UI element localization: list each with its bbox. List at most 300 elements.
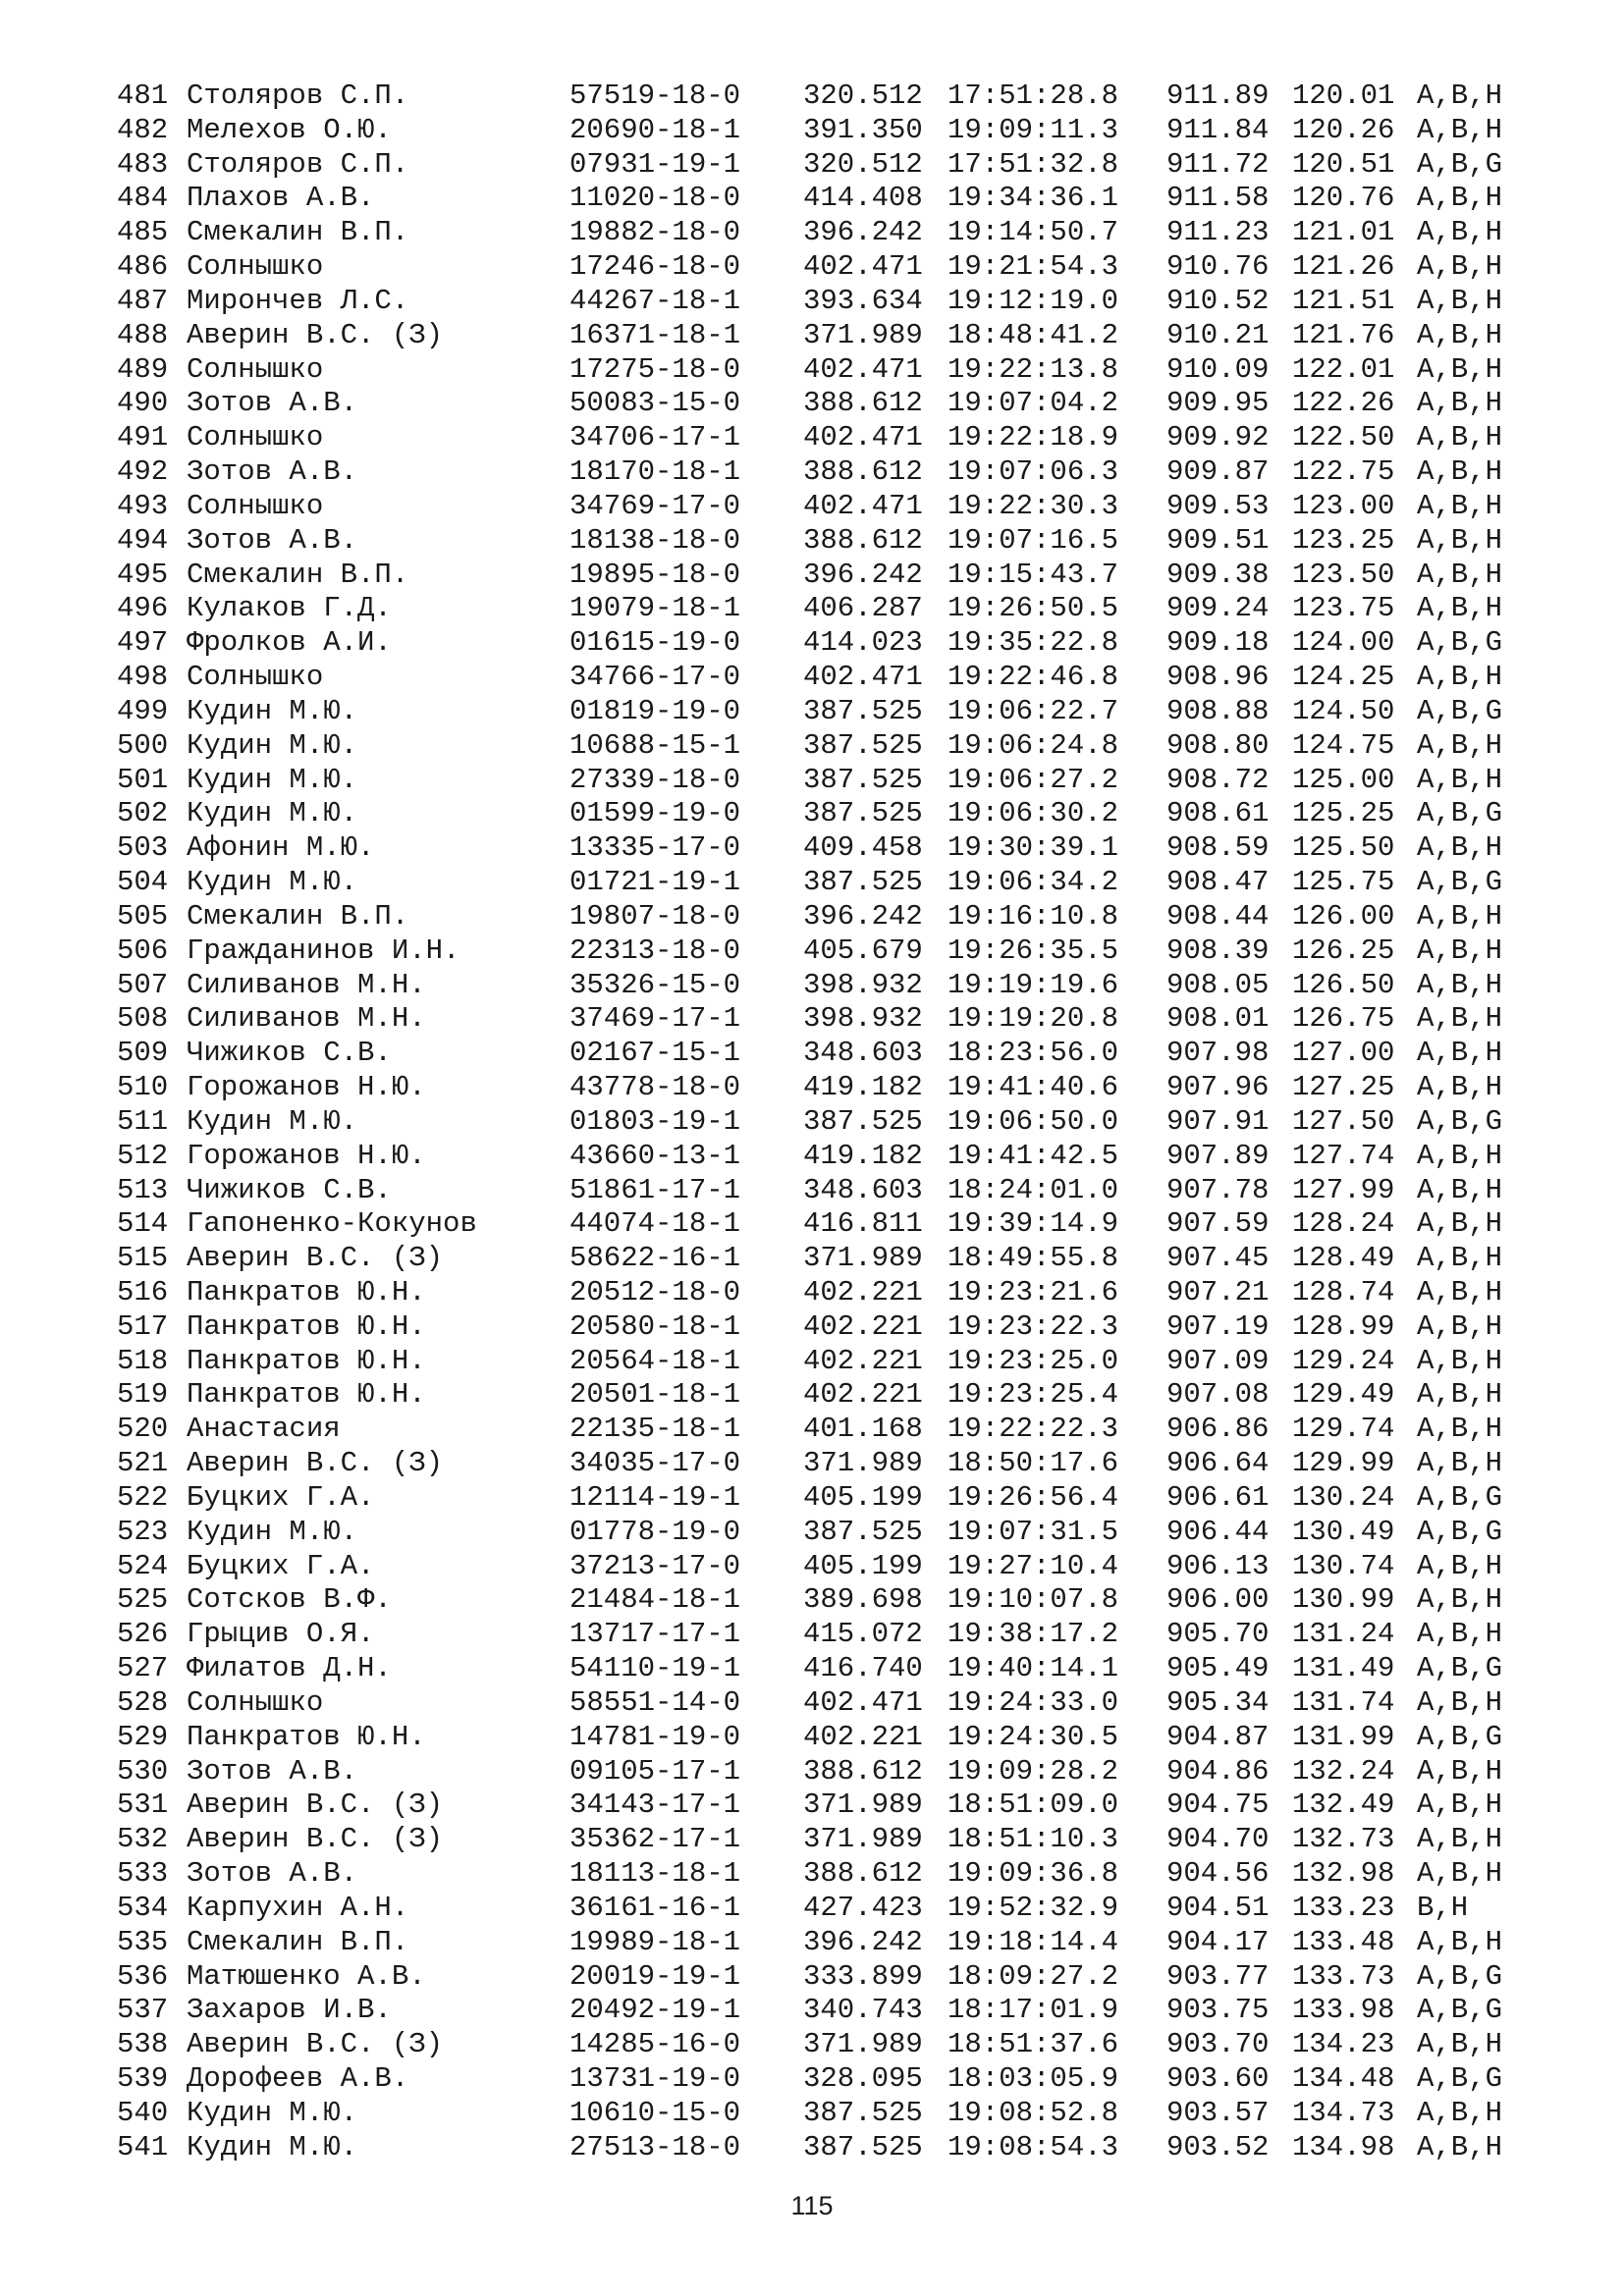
classes: A,B,H <box>1417 968 1503 1001</box>
name: Кудин М.Ю. <box>187 1515 358 1548</box>
points: 132.73 <box>1292 1823 1395 1856</box>
rank: 481 <box>117 80 169 112</box>
rank: 494 <box>117 523 169 557</box>
points: 121.01 <box>1292 216 1395 249</box>
points: 127.50 <box>1292 1104 1395 1138</box>
ring-id: 20564-18-1 <box>569 1344 741 1377</box>
speed: 908.05 <box>1166 968 1270 1001</box>
arrival-time: 18:51:10.3 <box>947 1823 1119 1856</box>
classes: A,B,H <box>1417 1618 1503 1651</box>
points: 134.73 <box>1292 2096 1395 2129</box>
speed: 908.01 <box>1166 1002 1270 1036</box>
points: 127.99 <box>1292 1173 1395 1206</box>
classes: A,B,H <box>1417 2130 1503 2163</box>
classes: A,B,H <box>1417 2096 1503 2129</box>
points: 130.24 <box>1292 1480 1395 1514</box>
points: 129.99 <box>1292 1447 1395 1480</box>
name: Кулаков Г.Д. <box>187 592 392 625</box>
name: Смекалин В.П. <box>187 216 409 249</box>
points: 124.25 <box>1292 661 1395 694</box>
classes: A,B,G <box>1417 626 1503 660</box>
distance: 402.221 <box>803 1720 923 1753</box>
rank: 484 <box>117 182 169 215</box>
classes: A,B,H <box>1417 80 1503 112</box>
name: Панкратов Ю.Н. <box>187 1309 426 1343</box>
distance: 402.221 <box>803 1275 923 1308</box>
name: Филатов Д.Н. <box>187 1652 392 1685</box>
speed: 910.09 <box>1166 352 1270 386</box>
points: 126.50 <box>1292 968 1395 1001</box>
classes: A,B,H <box>1417 558 1503 591</box>
points: 124.50 <box>1292 694 1395 727</box>
name: Кудин М.Ю. <box>187 1104 358 1138</box>
points: 131.49 <box>1292 1652 1395 1685</box>
distance: 388.612 <box>803 1857 923 1891</box>
rank: 492 <box>117 455 169 489</box>
name: Гражданинов И.Н. <box>187 934 460 967</box>
ring-id: 58622-16-1 <box>569 1242 741 1275</box>
points: 127.00 <box>1292 1037 1395 1070</box>
name: Аверин В.С. (З) <box>187 1823 444 1856</box>
speed: 903.75 <box>1166 1994 1270 2027</box>
speed: 911.23 <box>1166 216 1270 249</box>
distance: 387.525 <box>803 1104 923 1138</box>
speed: 910.21 <box>1166 318 1270 351</box>
distance: 348.603 <box>803 1037 923 1070</box>
speed: 908.80 <box>1166 728 1270 762</box>
classes: A,B,H <box>1417 1447 1503 1480</box>
arrival-time: 19:08:52.8 <box>947 2096 1119 2129</box>
arrival-time: 19:26:50.5 <box>947 592 1119 625</box>
rank: 517 <box>117 1309 169 1343</box>
ring-id: 11020-18-0 <box>569 182 741 215</box>
distance: 402.471 <box>803 250 923 284</box>
page-number: 115 <box>790 2191 834 2220</box>
points: 121.51 <box>1292 284 1395 317</box>
classes: A,B,H <box>1417 1685 1503 1719</box>
rank: 499 <box>117 694 169 727</box>
distance: 391.350 <box>803 113 923 146</box>
points: 130.74 <box>1292 1549 1395 1582</box>
rank: 532 <box>117 1823 169 1856</box>
speed: 909.38 <box>1166 558 1270 591</box>
speed: 903.52 <box>1166 2130 1270 2163</box>
speed: 906.64 <box>1166 1447 1270 1480</box>
arrival-time: 19:06:27.2 <box>947 763 1119 796</box>
arrival-time: 19:06:22.7 <box>947 694 1119 727</box>
speed: 907.89 <box>1166 1139 1270 1172</box>
points: 121.26 <box>1292 250 1395 284</box>
rank: 491 <box>117 421 169 454</box>
ring-id: 13731-19-0 <box>569 2062 741 2096</box>
distance: 419.182 <box>803 1139 923 1172</box>
points: 125.50 <box>1292 831 1395 865</box>
name: Буцких Г.А. <box>187 1480 375 1514</box>
points: 126.75 <box>1292 1002 1395 1036</box>
rank: 482 <box>117 113 169 146</box>
classes: B,H <box>1417 1891 1469 1924</box>
name: Солнышко <box>187 489 324 522</box>
speed: 906.13 <box>1166 1549 1270 1582</box>
name: Солнышко <box>187 421 324 454</box>
speed: 909.24 <box>1166 592 1270 625</box>
rank: 498 <box>117 661 169 694</box>
ring-id: 18138-18-0 <box>569 523 741 557</box>
ring-id: 44074-18-1 <box>569 1207 741 1241</box>
arrival-time: 19:40:14.1 <box>947 1652 1119 1685</box>
speed: 909.92 <box>1166 421 1270 454</box>
classes: A,B,H <box>1417 352 1503 386</box>
rank: 505 <box>117 899 169 933</box>
name: Дорофеев А.В. <box>187 2062 409 2096</box>
distance: 402.221 <box>803 1378 923 1412</box>
ring-id: 19807-18-0 <box>569 899 741 933</box>
classes: A,B,G <box>1417 1515 1503 1548</box>
classes: A,B,H <box>1417 1207 1503 1241</box>
points: 130.99 <box>1292 1583 1395 1617</box>
distance: 387.525 <box>803 2096 923 2129</box>
name: Аверин В.С. (З) <box>187 1789 444 1822</box>
arrival-time: 18:09:27.2 <box>947 1959 1119 1993</box>
distance: 405.679 <box>803 934 923 967</box>
ring-id: 14285-16-0 <box>569 2028 741 2061</box>
ring-id: 01819-19-0 <box>569 694 741 727</box>
name: Анастасия <box>187 1413 341 1446</box>
ring-id: 10610-15-0 <box>569 2096 741 2129</box>
classes: A,B,H <box>1417 523 1503 557</box>
classes: A,B,H <box>1417 1275 1503 1308</box>
distance: 320.512 <box>803 80 923 112</box>
rank: 497 <box>117 626 169 660</box>
name: Аверин В.С. (З) <box>187 318 444 351</box>
name: Смекалин В.П. <box>187 558 409 591</box>
points: 123.75 <box>1292 592 1395 625</box>
classes: A,B,G <box>1417 1104 1503 1138</box>
ring-id: 43660-13-1 <box>569 1139 741 1172</box>
distance: 387.525 <box>803 728 923 762</box>
ring-id: 37213-17-0 <box>569 1549 741 1582</box>
rank: 530 <box>117 1754 169 1788</box>
ring-id: 50083-15-0 <box>569 387 741 420</box>
classes: A,B,H <box>1417 1549 1503 1582</box>
distance: 415.072 <box>803 1618 923 1651</box>
points: 128.74 <box>1292 1275 1395 1308</box>
name: Аверин В.С. (З) <box>187 1242 444 1275</box>
ring-id: 13717-17-1 <box>569 1618 741 1651</box>
rank: 483 <box>117 147 169 181</box>
classes: A,B,H <box>1417 1344 1503 1377</box>
rank: 512 <box>117 1139 169 1172</box>
speed: 907.91 <box>1166 1104 1270 1138</box>
points: 123.50 <box>1292 558 1395 591</box>
arrival-time: 19:06:50.0 <box>947 1104 1119 1138</box>
distance: 402.221 <box>803 1344 923 1377</box>
arrival-time: 19:27:10.4 <box>947 1549 1119 1582</box>
speed: 904.87 <box>1166 1720 1270 1753</box>
distance: 396.242 <box>803 216 923 249</box>
ring-id: 18170-18-1 <box>569 455 741 489</box>
points: 120.26 <box>1292 113 1395 146</box>
name: Чижиков С.В. <box>187 1037 392 1070</box>
points: 120.01 <box>1292 80 1395 112</box>
name: Буцких Г.А. <box>187 1549 375 1582</box>
speed: 910.52 <box>1166 284 1270 317</box>
points: 131.99 <box>1292 1720 1395 1753</box>
rank: 487 <box>117 284 169 317</box>
distance: 402.471 <box>803 489 923 522</box>
name: Силиванов М.Н. <box>187 968 426 1001</box>
name: Зотов А.В. <box>187 455 358 489</box>
rank: 523 <box>117 1515 169 1548</box>
classes: A,B,H <box>1417 421 1503 454</box>
arrival-time: 19:26:35.5 <box>947 934 1119 967</box>
rank: 536 <box>117 1959 169 1993</box>
name: Аверин В.С. (З) <box>187 2028 444 2061</box>
arrival-time: 19:38:17.2 <box>947 1618 1119 1651</box>
name: Грыцив О.Я. <box>187 1618 375 1651</box>
name: Кудин М.Ю. <box>187 694 358 727</box>
points: 127.25 <box>1292 1071 1395 1104</box>
rank: 535 <box>117 1925 169 1958</box>
classes: A,B,H <box>1417 318 1503 351</box>
ring-id: 34035-17-0 <box>569 1447 741 1480</box>
ring-id: 22313-18-0 <box>569 934 741 967</box>
distance: 389.698 <box>803 1583 923 1617</box>
ring-id: 19882-18-0 <box>569 216 741 249</box>
points: 129.74 <box>1292 1413 1395 1446</box>
points: 122.75 <box>1292 455 1395 489</box>
speed: 911.89 <box>1166 80 1270 112</box>
name: Плахов А.В. <box>187 182 375 215</box>
speed: 909.87 <box>1166 455 1270 489</box>
ring-id: 20019-19-1 <box>569 1959 741 1993</box>
arrival-time: 19:22:13.8 <box>947 352 1119 386</box>
ring-id: 09105-17-1 <box>569 1754 741 1788</box>
arrival-time: 18:49:55.8 <box>947 1242 1119 1275</box>
ring-id: 02167-15-1 <box>569 1037 741 1070</box>
distance: 414.023 <box>803 626 923 660</box>
distance: 371.989 <box>803 1447 923 1480</box>
speed: 907.96 <box>1166 1071 1270 1104</box>
points: 128.24 <box>1292 1207 1395 1241</box>
distance: 402.221 <box>803 1309 923 1343</box>
points: 132.49 <box>1292 1789 1395 1822</box>
distance: 388.612 <box>803 523 923 557</box>
name: Столяров С.П. <box>187 147 409 181</box>
name: Афонин М.Ю. <box>187 831 375 865</box>
name: Кудин М.Ю. <box>187 2130 358 2163</box>
rank: 495 <box>117 558 169 591</box>
distance: 320.512 <box>803 147 923 181</box>
distance: 398.932 <box>803 1002 923 1036</box>
speed: 908.96 <box>1166 661 1270 694</box>
rank: 521 <box>117 1447 169 1480</box>
name: Зотов А.В. <box>187 1857 358 1891</box>
distance: 387.525 <box>803 797 923 830</box>
rank: 510 <box>117 1071 169 1104</box>
speed: 903.77 <box>1166 1959 1270 1993</box>
speed: 908.88 <box>1166 694 1270 727</box>
ring-id: 16371-18-1 <box>569 318 741 351</box>
rank: 525 <box>117 1583 169 1617</box>
rank: 506 <box>117 934 169 967</box>
name: Кудин М.Ю. <box>187 763 358 796</box>
rank: 528 <box>117 1685 169 1719</box>
ring-id: 36161-16-1 <box>569 1891 741 1924</box>
ring-id: 19079-18-1 <box>569 592 741 625</box>
points: 131.74 <box>1292 1685 1395 1719</box>
arrival-time: 19:34:36.1 <box>947 182 1119 215</box>
ring-id: 14781-19-0 <box>569 1720 741 1753</box>
rank: 522 <box>117 1480 169 1514</box>
points: 128.49 <box>1292 1242 1395 1275</box>
classes: A,B,H <box>1417 1413 1503 1446</box>
arrival-time: 19:41:40.6 <box>947 1071 1119 1104</box>
speed: 905.49 <box>1166 1652 1270 1685</box>
speed: 907.59 <box>1166 1207 1270 1241</box>
speed: 903.60 <box>1166 2062 1270 2096</box>
points: 120.76 <box>1292 182 1395 215</box>
distance: 348.603 <box>803 1173 923 1206</box>
arrival-time: 19:07:06.3 <box>947 455 1119 489</box>
rank: 485 <box>117 216 169 249</box>
classes: A,B,G <box>1417 694 1503 727</box>
arrival-time: 19:18:14.4 <box>947 1925 1119 1958</box>
classes: A,B,H <box>1417 284 1503 317</box>
ring-id: 20492-19-1 <box>569 1994 741 2027</box>
name: Фролков А.И. <box>187 626 392 660</box>
ring-id: 01721-19-1 <box>569 866 741 899</box>
points: 132.24 <box>1292 1754 1395 1788</box>
distance: 371.989 <box>803 318 923 351</box>
ring-id: 44267-18-1 <box>569 284 741 317</box>
speed: 906.44 <box>1166 1515 1270 1548</box>
speed: 904.70 <box>1166 1823 1270 1856</box>
name: Смекалин В.П. <box>187 1925 409 1958</box>
speed: 907.78 <box>1166 1173 1270 1206</box>
name: Зотов А.В. <box>187 1754 358 1788</box>
ring-id: 22135-18-1 <box>569 1413 741 1446</box>
distance: 414.408 <box>803 182 923 215</box>
name: Горожанов Н.Ю. <box>187 1071 426 1104</box>
classes: A,B,G <box>1417 866 1503 899</box>
points: 133.48 <box>1292 1925 1395 1958</box>
classes: A,B,H <box>1417 899 1503 933</box>
speed: 909.53 <box>1166 489 1270 522</box>
arrival-time: 19:19:20.8 <box>947 1002 1119 1036</box>
points: 134.48 <box>1292 2062 1395 2096</box>
distance: 416.811 <box>803 1207 923 1241</box>
name: Панкратов Ю.Н. <box>187 1720 426 1753</box>
points: 132.98 <box>1292 1857 1395 1891</box>
arrival-time: 17:51:28.8 <box>947 80 1119 112</box>
name: Панкратов Ю.Н. <box>187 1344 426 1377</box>
points: 125.25 <box>1292 797 1395 830</box>
distance: 387.525 <box>803 694 923 727</box>
ring-id: 20580-18-1 <box>569 1309 741 1343</box>
rank: 509 <box>117 1037 169 1070</box>
distance: 402.471 <box>803 1685 923 1719</box>
name: Чижиков С.В. <box>187 1173 392 1206</box>
arrival-time: 19:06:34.2 <box>947 866 1119 899</box>
rank: 533 <box>117 1857 169 1891</box>
ring-id: 35362-17-1 <box>569 1823 741 1856</box>
arrival-time: 18:51:37.6 <box>947 2028 1119 2061</box>
classes: A,B,H <box>1417 1754 1503 1788</box>
speed: 907.09 <box>1166 1344 1270 1377</box>
arrival-time: 19:35:22.8 <box>947 626 1119 660</box>
distance: 371.989 <box>803 1242 923 1275</box>
speed: 910.76 <box>1166 250 1270 284</box>
name: Кудин М.Ю. <box>187 2096 358 2129</box>
name: Силиванов М.Н. <box>187 1002 426 1036</box>
ring-id: 20512-18-0 <box>569 1275 741 1308</box>
name: Зотов А.В. <box>187 387 358 420</box>
ring-id: 19895-18-0 <box>569 558 741 591</box>
arrival-time: 18:17:01.9 <box>947 1994 1119 2027</box>
distance: 396.242 <box>803 558 923 591</box>
points: 124.00 <box>1292 626 1395 660</box>
classes: A,B,H <box>1417 1071 1503 1104</box>
arrival-time: 18:50:17.6 <box>947 1447 1119 1480</box>
ring-id: 01599-19-0 <box>569 797 741 830</box>
ring-id: 27339-18-0 <box>569 763 741 796</box>
distance: 387.525 <box>803 763 923 796</box>
points: 127.74 <box>1292 1139 1395 1172</box>
arrival-time: 19:23:25.4 <box>947 1378 1119 1412</box>
arrival-time: 18:24:01.0 <box>947 1173 1119 1206</box>
speed: 911.84 <box>1166 113 1270 146</box>
ring-id: 27513-18-0 <box>569 2130 741 2163</box>
rank: 513 <box>117 1173 169 1206</box>
points: 129.24 <box>1292 1344 1395 1377</box>
speed: 908.59 <box>1166 831 1270 865</box>
speed: 904.17 <box>1166 1925 1270 1958</box>
speed: 911.58 <box>1166 182 1270 215</box>
name: Мелехов О.Ю. <box>187 113 392 146</box>
ring-id: 54110-19-1 <box>569 1652 741 1685</box>
ring-id: 10688-15-1 <box>569 728 741 762</box>
ring-id: 57519-18-0 <box>569 80 741 112</box>
name: Кудин М.Ю. <box>187 797 358 830</box>
arrival-time: 19:22:18.9 <box>947 421 1119 454</box>
classes: A,B,H <box>1417 113 1503 146</box>
arrival-time: 19:21:54.3 <box>947 250 1119 284</box>
distance: 371.989 <box>803 1789 923 1822</box>
classes: A,B,H <box>1417 1002 1503 1036</box>
rank: 526 <box>117 1618 169 1651</box>
arrival-time: 18:48:41.2 <box>947 318 1119 351</box>
distance: 401.168 <box>803 1413 923 1446</box>
rank: 538 <box>117 2028 169 2061</box>
rank: 531 <box>117 1789 169 1822</box>
classes: A,B,H <box>1417 592 1503 625</box>
rank: 504 <box>117 866 169 899</box>
rank: 537 <box>117 1994 169 2027</box>
rank: 515 <box>117 1242 169 1275</box>
classes: A,B,H <box>1417 455 1503 489</box>
name: Сотсков В.Ф. <box>187 1583 392 1617</box>
points: 122.26 <box>1292 387 1395 420</box>
name: Смекалин В.П. <box>187 899 409 933</box>
classes: A,B,G <box>1417 2062 1503 2096</box>
speed: 907.98 <box>1166 1037 1270 1070</box>
name: Горожанов Н.Ю. <box>187 1139 426 1172</box>
distance: 387.525 <box>803 2130 923 2163</box>
points: 121.76 <box>1292 318 1395 351</box>
distance: 388.612 <box>803 1754 923 1788</box>
classes: A,B,G <box>1417 1652 1503 1685</box>
